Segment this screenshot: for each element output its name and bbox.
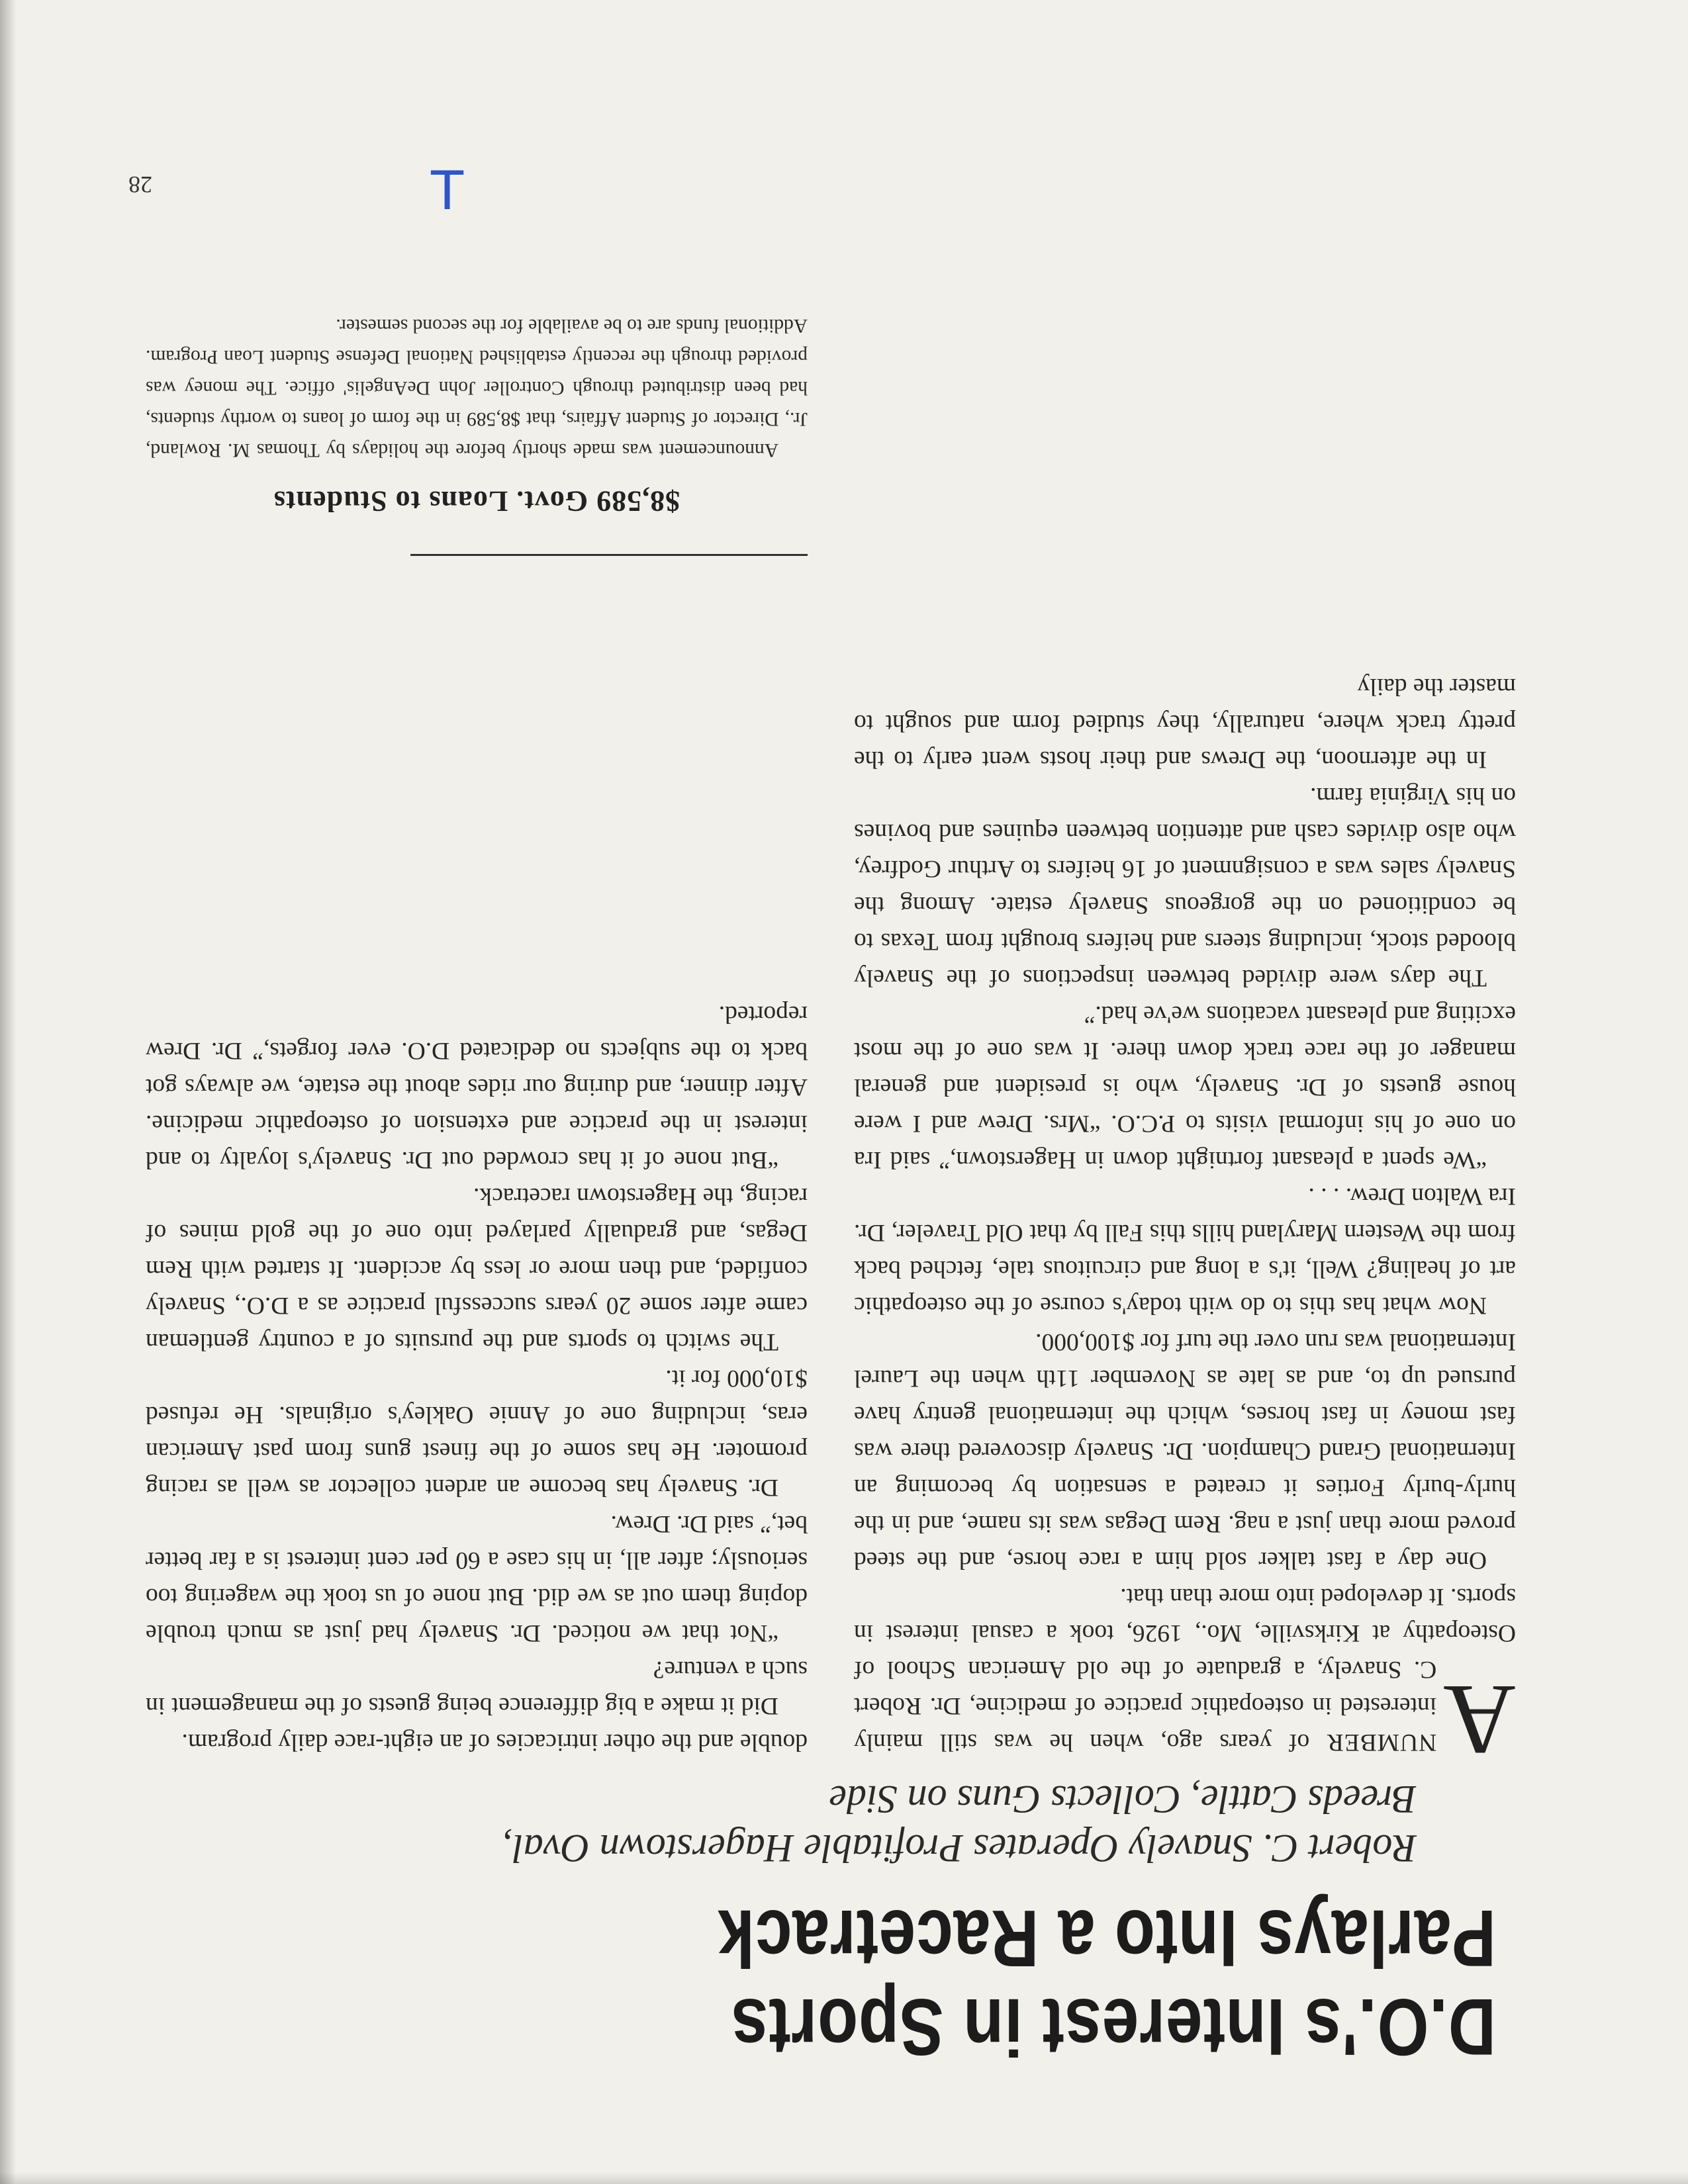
article-paragraph-4: “We spent a pleasant fortnight down in Hagerstown,” said Ira on one of his informal visits to P.C.O. “Mrs. Drew and I were house guests of Dr. Snavely, who is president and general manager of the race track down there. It was one of the most exciting and pleasant vacations we've had.” [854,1001,1516,1173]
sidebar-body: Announcement was made shortly before the holidays by Thomas M. Rowland, Jr., Director of Student Affairs, that $8,589 in the form of loans to worthy students, had been distributed through Controller John DeAngelis' office. The money was provided through the recently established National Defense Student Loan Program. Additional funds are to be available for the second semester. [146,315,808,461]
handwritten-pen-mark: T [431,160,463,222]
loans-sidebar [146,310,808,520]
article-subtitle [159,1775,1417,1873]
article-column-right [146,996,808,1760]
sidebar-heading: $8,589 Govt. Loans to Students [273,485,680,518]
drop-cap: A [1443,1664,1516,1776]
subtitle-line-1: Robert C. Snavely Operates Profitable Hagerstown Oval, [502,1827,1417,1870]
article-paragraph-8: Did it make a big difference being guests of the management in such a venture? [146,1656,808,1719]
subtitle-line-2: Breeds Cattle, Collects Guns on Side [829,1778,1417,1821]
article-paragraph-9: “Not that we noticed. Dr. Snavely had just as much trouble doping them out as we did. But none of us took the wagering too seriously; after all, in his case a 60 per cent interest is a far better bet,” said Dr. Drew. [146,1510,808,1647]
paragraph-1-text: of years ago, when he was still mainly interested in osteopathic practice of medicine, Dr. Robert C. Snavely, a graduate of the old American School of Osteopathy at Kirksville, Mo., 1926, took a casual interest in sports. It developed into more than that. [854,1583,1516,1756]
title-line-2: Parlays Into a Racetrack [717,1893,1496,1983]
article-title [410,1894,1496,2071]
article-column-left [854,668,1516,1776]
article-paragraph-10: Dr. Snavely has become an ardent collector as well as racing promoter. He has some of the finest guns from past American eras, including one of Annie Oakley's originals. He refused $10,000 for it. [146,1365,808,1501]
section-divider [410,554,808,556]
article-paragraph-5: The days were divided between inspections of the Snavely blooded stock, including steers and heifers brought from Texas to be conditioned on the gorgeous Snavely estate. Among the Snavely sales was a consignment of 16 heifers to Arthur Godfrey, who also divides cash and attention between equines and bovines on his Virginia farm. [854,782,1516,991]
article-paragraph-1 [854,1578,1516,1776]
title-line-1: D.O.'s Interest in Sports [730,1982,1496,2072]
lead-in-caps: NUMBER [1326,1729,1437,1756]
article-paragraph-6: In the afternoon, the Drews and their hosts went early to the pretty track where, naturally, they studied form and sought to master the daily [854,673,1516,773]
article-paragraph-2: One day a fast talker sold him a race horse, and the steed proved more than just a nag. Rem Degas was its name, and in the hurly-burly Forties it created a sensation by becoming an International Grand Champion. Dr. Snavely discovered there was fast money in fast horses, which the international gentry have pursued up to, and as late as November 11th when the Laurel International was run over the turf for $100,000. [854,1328,1516,1574]
article-paragraph-3: Now what has this to do with today's course of the osteopathic art of healing? Well, it's a long and circuitous tale, fetched back from the Western Maryland hills this Fall by that Old Traveler, Dr. Ira Walton Drew. . . . [854,1183,1516,1319]
article-paragraph-12: “But none of it has crowded out Dr. Snavely's loyalty to and interest in the practice and extension of osteopathic medicine. After dinner, and during our rides about the estate, we always got back to the subjects no dedicated D.O. ever forgets,” Dr. Drew reported. [146,1001,808,1173]
article-paragraph-7: double and the other intricacies of an eight-race daily program. [181,1729,808,1756]
page-number: 28 [128,171,152,198]
article-paragraph-11: The switch to sports and the pursuits of a country gentleman came after some 20 years successful practice as a D.O., Snavely confided, and then more or less by accident. It started with Rem Degas, and gradually parlayed into one of the gold mines of racing, the Hagerstown racetrack. [146,1183,808,1355]
